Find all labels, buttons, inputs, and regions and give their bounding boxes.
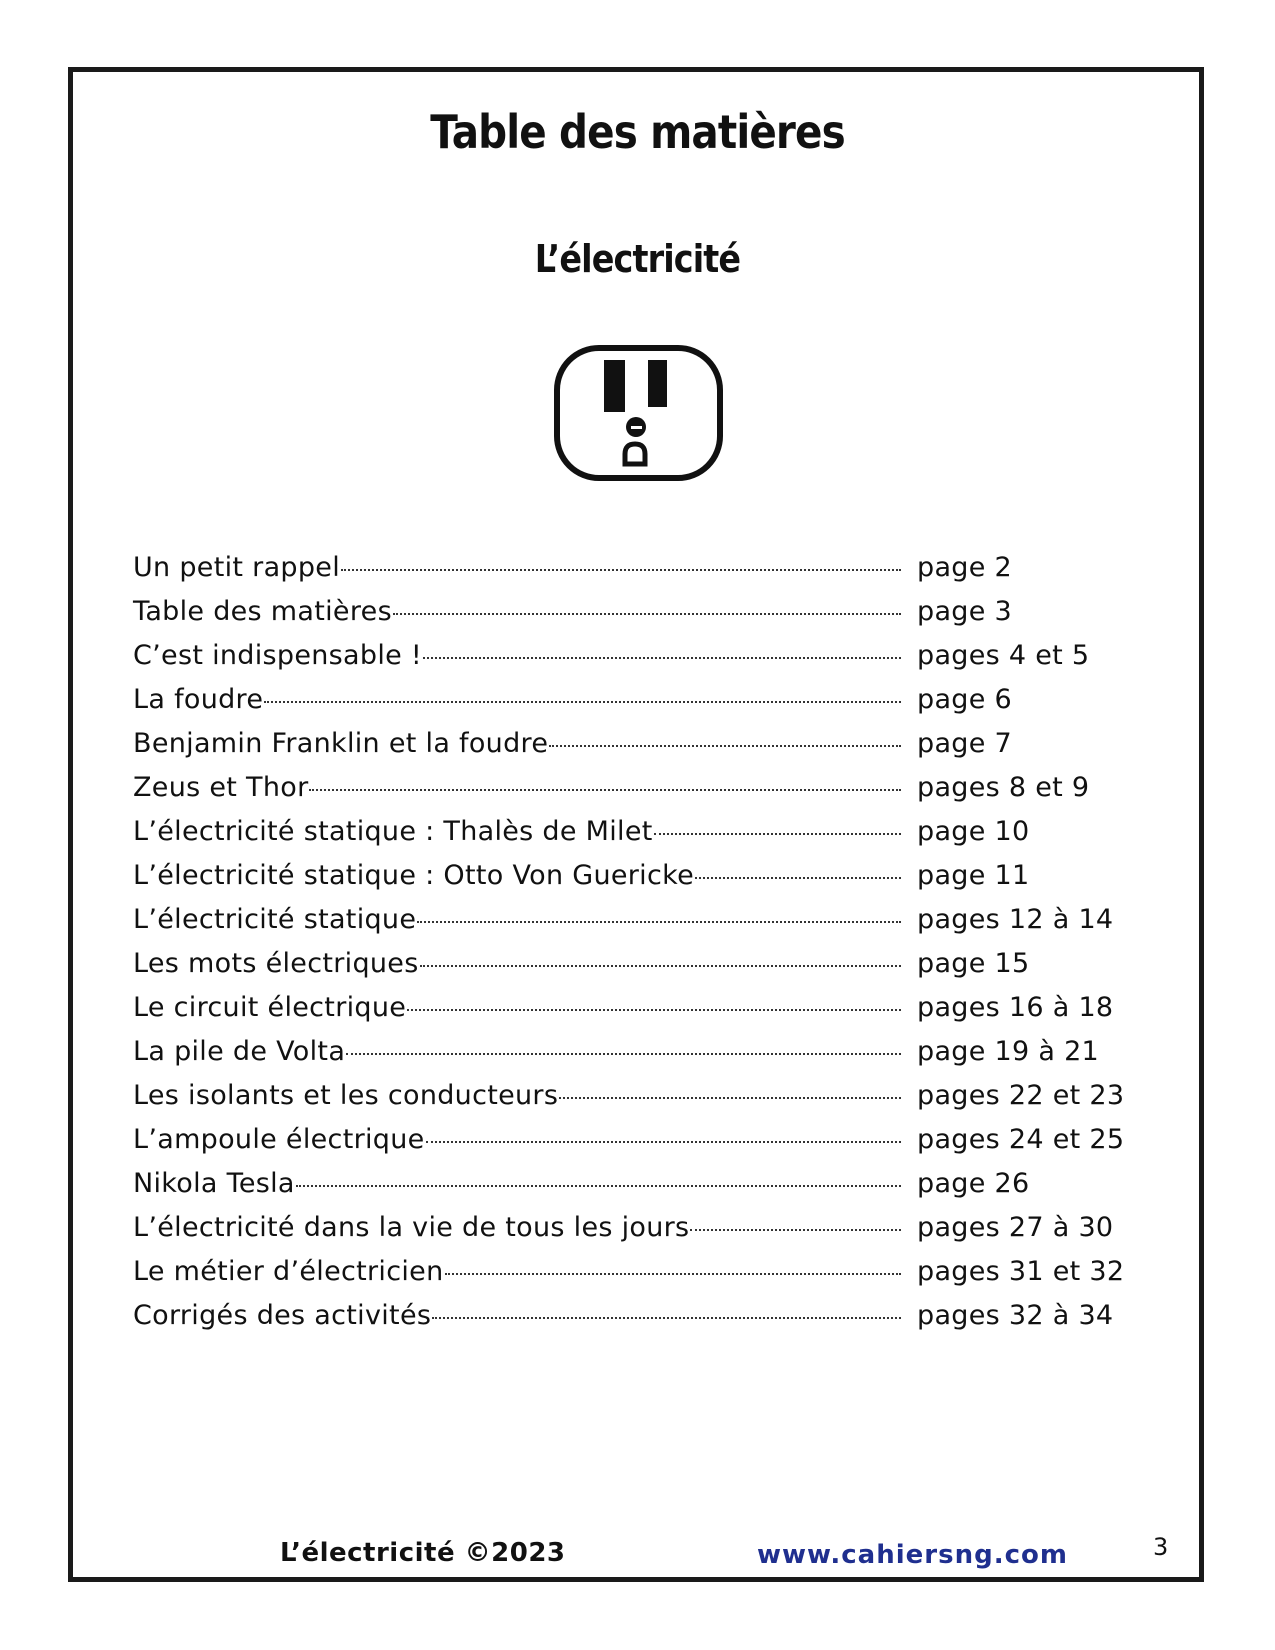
toc-entry-pages: pages 4 et 5 (917, 640, 1090, 671)
dot-leader (695, 877, 901, 879)
dot-leader (393, 613, 901, 615)
dot-leader (264, 701, 901, 703)
toc-entry-label: Le circuit électrique (133, 992, 407, 1023)
toc-entry-label: Le métier d’électricien (133, 1256, 444, 1287)
toc-entry-pages: page 7 (917, 728, 1012, 759)
dot-leader (559, 1097, 901, 1099)
toc-entry-pages: pages 24 et 25 (917, 1124, 1125, 1155)
electrical-outlet-icon (552, 343, 725, 483)
page-number: 3 (1153, 1533, 1169, 1561)
toc-entry-pages: page 11 (917, 860, 1030, 891)
dot-leader (549, 745, 901, 747)
dot-leader (346, 1053, 901, 1055)
toc-row (133, 1256, 1143, 1300)
dot-leader (296, 1185, 901, 1187)
toc-row (133, 1036, 1143, 1080)
footer-copyright: L’électricité ©2023 (280, 1538, 566, 1568)
toc-entry-pages: pages 32 à 34 (917, 1300, 1114, 1331)
toc-row (133, 596, 1143, 640)
toc-entry-pages: pages 8 et 9 (917, 772, 1090, 803)
dot-leader (407, 1009, 901, 1011)
toc-entry-pages: page 2 (917, 552, 1012, 583)
toc-entry-label: Corrigés des activités (133, 1300, 432, 1331)
toc-entry-label: Zeus et Thor (133, 772, 309, 803)
page-subtitle: L’électricité (534, 237, 741, 281)
dot-leader (417, 921, 901, 923)
toc-row (133, 728, 1143, 772)
toc-entry-pages: page 3 (917, 596, 1012, 627)
dot-leader (423, 657, 901, 659)
toc-entry-pages: pages 31 et 32 (917, 1256, 1125, 1287)
toc-entry-pages: page 6 (917, 684, 1012, 715)
toc-entry-label: Nikola Tesla (133, 1168, 295, 1199)
toc-entry-label: L’électricité statique (133, 904, 417, 935)
toc-row (133, 684, 1143, 728)
toc-entry-pages: page 26 (917, 1168, 1030, 1199)
toc-entry-label: L’électricité statique : Thalès de Milet (133, 816, 653, 847)
page-title: Table des matières (430, 105, 845, 159)
toc-entry-pages: pages 22 et 23 (917, 1080, 1125, 1111)
toc-entry-label: Un petit rappel (133, 552, 340, 583)
dot-leader (426, 1141, 901, 1143)
toc-entry-pages: page 15 (917, 948, 1030, 979)
toc-entry-pages: page 19 à 21 (917, 1036, 1100, 1067)
toc-entry-pages: pages 27 à 30 (917, 1212, 1114, 1243)
dot-leader (309, 789, 901, 791)
toc-row (133, 552, 1143, 596)
toc-row (133, 1212, 1143, 1256)
toc-entry-label: La pile de Volta (133, 1036, 346, 1067)
toc-entry-pages: pages 16 à 18 (917, 992, 1114, 1023)
dot-leader (654, 833, 901, 835)
dot-leader (341, 569, 901, 571)
toc-entry-pages: page 10 (917, 816, 1030, 847)
toc-entry-label: Les mots électriques (133, 948, 419, 979)
toc-row (133, 640, 1143, 684)
dot-leader (432, 1317, 901, 1319)
toc-row (133, 1300, 1143, 1344)
toc-entry-label: Table des matières (133, 596, 392, 627)
toc-entry-label: L’électricité dans la vie de tous les jours (133, 1212, 690, 1243)
toc-entry-label: L’électricité statique : Otto Von Guericke (133, 860, 695, 891)
toc-entry-label: L’ampoule électrique (133, 1124, 425, 1155)
toc-entry-label: Les isolants et les conducteurs (133, 1080, 559, 1111)
toc-row (133, 816, 1143, 860)
toc-entry-pages: pages 12 à 14 (917, 904, 1114, 935)
toc-row (133, 992, 1143, 1036)
toc-entry-label: Benjamin Franklin et la foudre (133, 728, 549, 759)
toc-row (133, 860, 1143, 904)
dot-leader (690, 1229, 901, 1231)
toc-row (133, 1168, 1143, 1212)
dot-leader (445, 1273, 901, 1275)
toc-row (133, 772, 1143, 816)
toc-row (133, 948, 1143, 992)
table-of-contents (133, 552, 1143, 1344)
toc-entry-label: La foudre (133, 684, 264, 715)
toc-row (133, 1124, 1143, 1168)
toc-row (133, 1080, 1143, 1124)
dot-leader (420, 965, 901, 967)
toc-entry-label: C’est indispensable ! (133, 640, 423, 671)
footer-website-link[interactable]: www.cahiersng.com (757, 1540, 1068, 1570)
toc-row (133, 904, 1143, 948)
